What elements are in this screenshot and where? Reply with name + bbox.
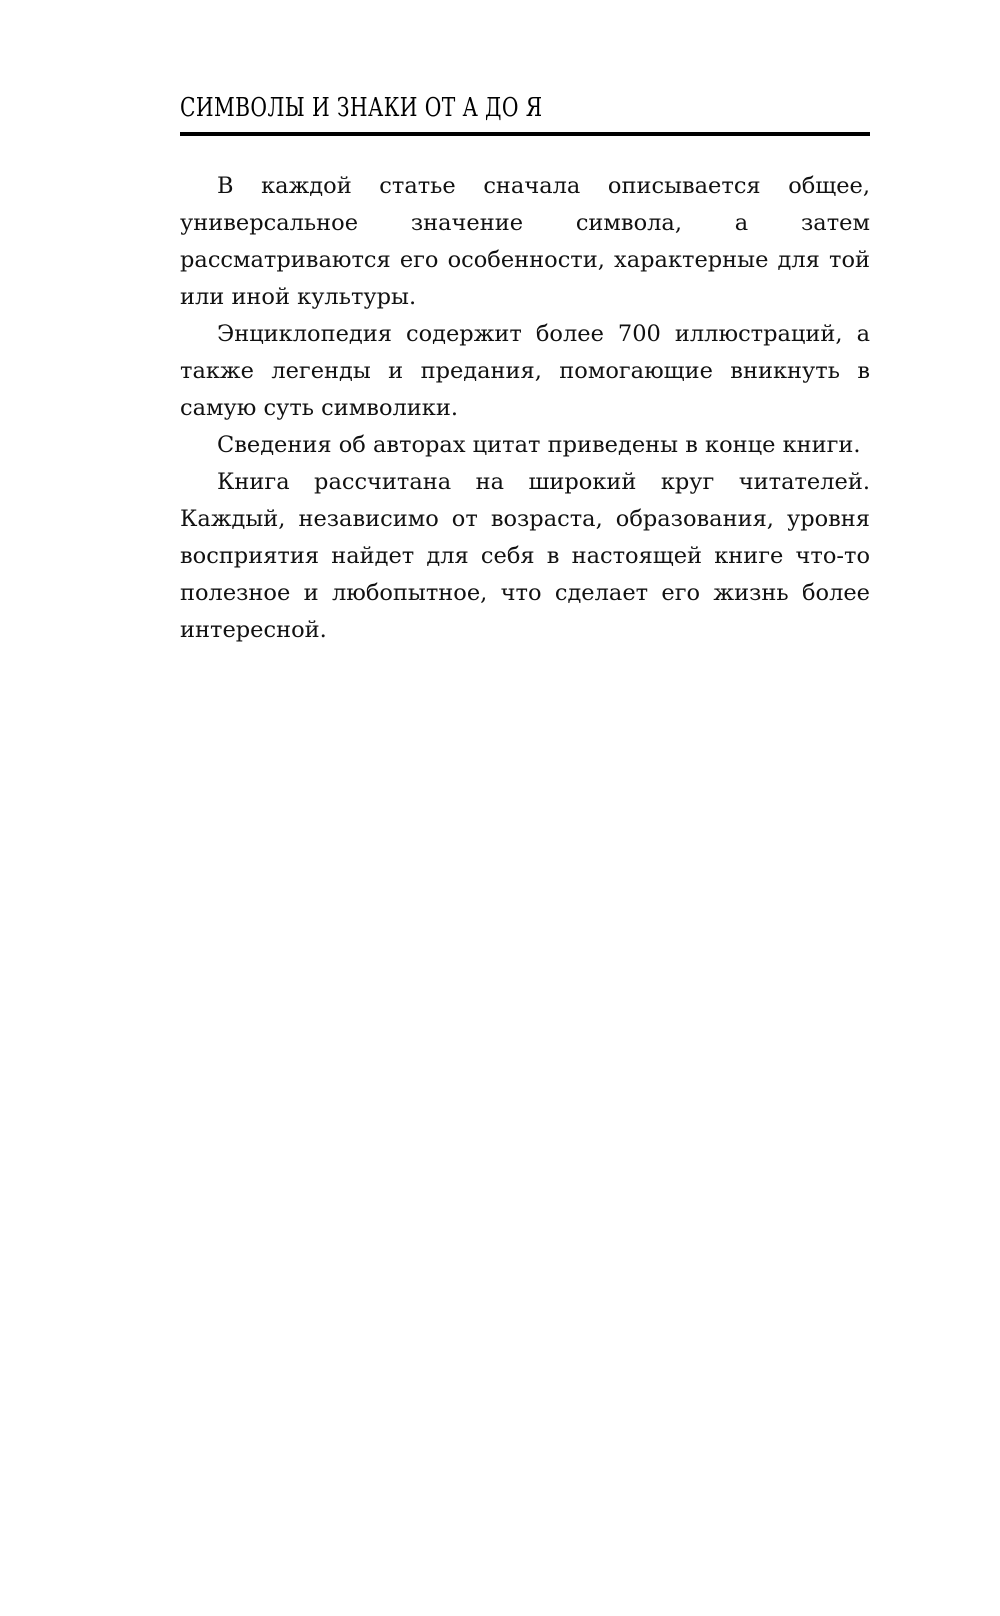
running-head-title: СИМВОЛЫ И ЗНАКИ ОТ А ДО Я [180, 93, 543, 123]
paragraph: Сведения об авторах цитат приведены в конце книги. [217, 432, 861, 458]
running-head [180, 92, 870, 136]
paragraph: В каждой статье сначала описывается общее, универсальное значение символа, а затем рассматриваются его особенности, характерные для той или иной культуры. [180, 173, 870, 310]
body-text [180, 168, 870, 649]
paragraph: Книга рассчитана на широкий круг читателей. Каждый, независимо от возраста, образования, уровня восприятия найдет для себя в настоящей книге что-то полезное и любопытное, что сделает его жизнь более интересной. [180, 469, 870, 643]
paragraph: Энциклопедия содержит более 700 иллюстраций, а также легенды и предания, помогающие вникнуть в самую суть символики. [180, 321, 870, 421]
